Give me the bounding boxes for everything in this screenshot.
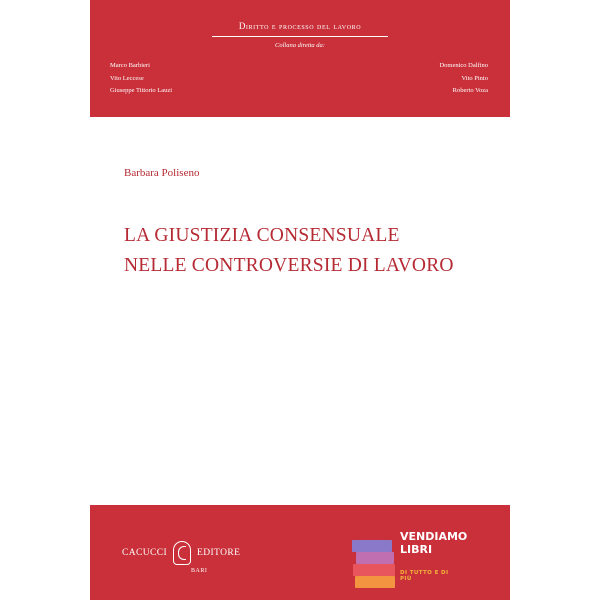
series-subtitle: Collana diretta da: <box>275 42 325 49</box>
series-divider <box>212 36 388 37</box>
publisher-city: BARI <box>191 568 208 574</box>
book-stack-icon <box>352 528 396 588</box>
directors-left <box>110 60 172 98</box>
badge-line2: LIBRI <box>400 543 433 556</box>
publisher-name-right: EDITORE <box>197 548 241 558</box>
book-title-line: LA GIUSTIZIA CONSENSUALE <box>124 225 400 246</box>
cover-top-band <box>90 0 510 117</box>
book-author: Barbara Poliseno <box>124 167 200 179</box>
publisher-name-left: CACUCCI <box>122 548 168 558</box>
director-name: Vito Pinto <box>461 74 488 82</box>
publisher-logo <box>122 540 240 566</box>
stack-book <box>353 564 395 576</box>
badge-tagline: DI TUTTO E DI PIÙ <box>400 570 449 582</box>
book-title <box>124 221 454 281</box>
directors-right <box>439 60 488 98</box>
badge-line1: VENDIAMO <box>400 530 468 543</box>
director-name: Giuseppe Tittorio Lauzi <box>110 87 173 94</box>
director-name: Vito Leccese <box>110 74 144 82</box>
director-name: Marco Barbieri <box>110 62 150 69</box>
vendiamo-libri-badge <box>352 528 468 588</box>
director-name: Domenico Dalfino <box>439 62 488 69</box>
stack-book <box>355 576 395 588</box>
director-name: Roberto Voza <box>452 87 488 94</box>
badge-text <box>400 530 467 556</box>
series-title: Diritto e processo del lavoro <box>238 21 362 31</box>
book-title-line: NELLE CONTROVERSIE DI LAVORO <box>124 255 454 276</box>
publisher-emblem-icon <box>173 541 191 565</box>
stack-book <box>352 540 392 552</box>
book-cover <box>90 0 510 600</box>
stack-book <box>356 552 394 564</box>
